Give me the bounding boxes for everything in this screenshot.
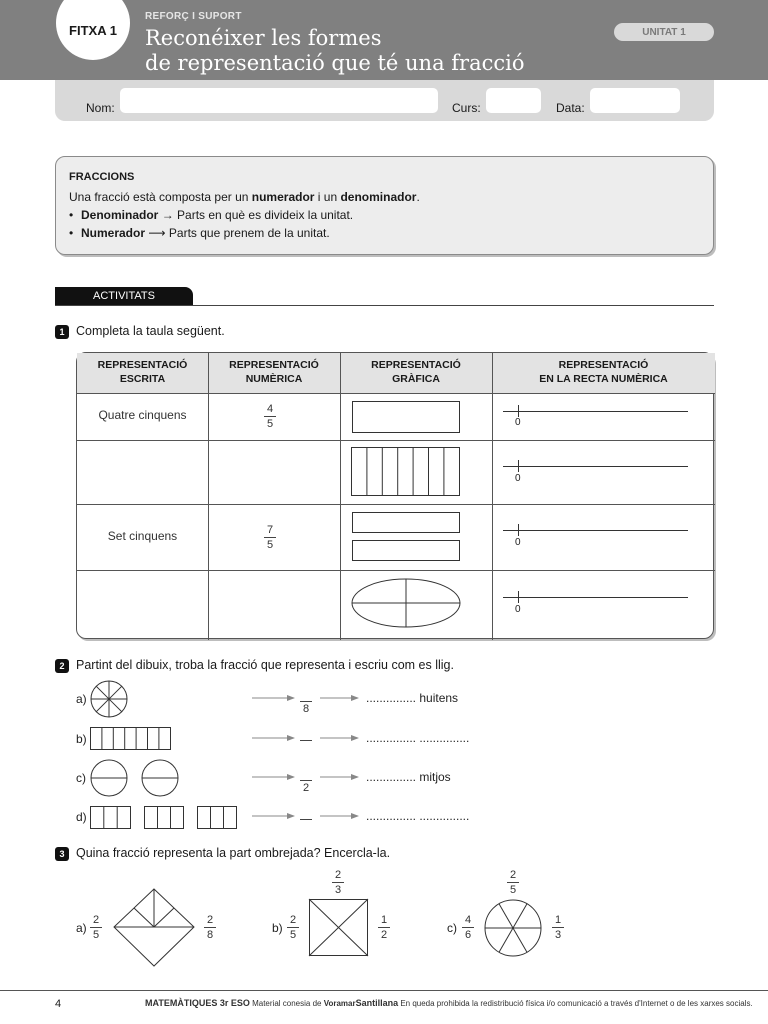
question-3-number: 3: [55, 847, 69, 861]
q3a-opt2-num: 2: [206, 914, 214, 926]
question-2-text: Partint del dibuix, troba la fracció que representa i escriu com es llig.: [76, 658, 454, 672]
q3c-opt2-den: 3: [554, 929, 562, 941]
q2c-label: c): [76, 771, 86, 785]
number-line[interactable]: [503, 530, 688, 531]
number-line[interactable]: [503, 597, 688, 598]
footer-post: En queda prohibida la redistribució física i/o comunicació a través d'Internet o de les xarxes socials.: [400, 999, 753, 1008]
number-line[interactable]: [503, 466, 688, 467]
col-divider: [340, 353, 341, 640]
header-numeric: [208, 358, 340, 386]
den-text: Parts en què es divideix la unitat.: [177, 208, 354, 222]
num-text: Parts que prenem de la unitat.: [168, 226, 330, 240]
header-graphic: [340, 358, 492, 386]
date-field[interactable]: [590, 88, 680, 113]
row3-written[interactable]: Set cinquens: [107, 529, 178, 543]
q2a-circle-8: [90, 680, 130, 718]
row3-denominator: 5: [266, 539, 274, 551]
row2-fraction[interactable]: [208, 441, 340, 504]
row-divider: [77, 393, 715, 394]
zero-tick: [518, 460, 519, 472]
course-label: Curs:: [452, 101, 481, 115]
footer-text: [145, 998, 753, 1008]
q2b-fraction[interactable]: [300, 727, 312, 742]
footer-publisher-a: Voramar: [323, 999, 356, 1008]
q3b-opt2-num: 1: [380, 914, 388, 926]
zero-label: 0: [515, 537, 521, 548]
question-1-text: Completa la taula següent.: [76, 324, 225, 338]
q3c-top-den: 5: [509, 884, 517, 896]
q3c-opt2-num: 1: [554, 914, 562, 926]
question-1-number: 1: [55, 325, 69, 339]
q3a-shape: [112, 888, 196, 968]
q2b-answer[interactable]: ............... ...............: [366, 731, 470, 745]
header-graphic-l1: REPRESENTACIÓ: [371, 359, 461, 371]
row4-written[interactable]: [77, 571, 208, 640]
q3c-circle-6: [484, 899, 542, 957]
q3b-label: b): [272, 921, 283, 935]
zero-label: 0: [515, 473, 521, 484]
course-field[interactable]: [486, 88, 541, 113]
q3a-opt1-den: 5: [92, 929, 100, 941]
title-line-1: Reconéixer les formes: [145, 26, 382, 50]
q2c-answer[interactable]: ............... mitjos: [366, 770, 451, 784]
q2d-rects-3: [90, 806, 240, 830]
info-intro: [69, 188, 700, 206]
q2a-answer[interactable]: ............... huitens: [366, 691, 459, 705]
q2d-fraction[interactable]: [300, 806, 312, 821]
info-intro-c: i un: [314, 190, 341, 204]
footer-pre: Material conesia de: [252, 999, 322, 1008]
page-number: 4: [55, 998, 62, 1010]
fitxa-badge: FITXA 1: [56, 0, 130, 60]
unit-badge: UNITAT 1: [614, 23, 714, 41]
q3c-label: c): [447, 921, 457, 935]
header-written: [77, 358, 208, 386]
header-numberline: [492, 358, 715, 386]
info-intro-d: denominador: [340, 190, 417, 204]
page-title: [145, 26, 524, 76]
row1-denominator: 5: [266, 418, 274, 430]
q3a-option-1[interactable]: [90, 914, 102, 941]
q3b-option-top[interactable]: [332, 869, 344, 896]
header-written-l2: ESCRITA: [119, 373, 166, 385]
q3b-option-2[interactable]: [378, 914, 390, 941]
fractions-info-box: [55, 156, 714, 255]
q3b-opt2-den: 2: [380, 929, 388, 941]
numerator-definition: [69, 224, 700, 242]
fractions-table: [76, 352, 714, 639]
row2-graphic-rect7: [351, 447, 461, 497]
date-label: Data:: [556, 101, 585, 115]
row-divider: [77, 504, 715, 505]
q2c-fraction[interactable]: [300, 767, 312, 794]
footer-publisher-b: Santillana: [355, 998, 399, 1008]
num-term: Numerador: [81, 226, 146, 240]
kicker: REFORÇ I SUPORT: [145, 11, 242, 22]
q3c-option-2[interactable]: [552, 914, 564, 941]
row1-graphic-rect[interactable]: [352, 401, 460, 433]
header-numberline-l2: EN LA RECTA NUMÈRICA: [539, 373, 668, 385]
row3-graphic-rect-b[interactable]: [352, 540, 460, 561]
number-line[interactable]: [503, 411, 688, 412]
q2d-answer[interactable]: ............... ...............: [366, 809, 470, 823]
row3-fraction[interactable]: [264, 524, 276, 551]
activities-divider: [55, 305, 714, 306]
q3c-option-1[interactable]: [462, 914, 474, 941]
q2a-fraction[interactable]: [300, 688, 312, 715]
header-numberline-l1: REPRESENTACIÓ: [558, 359, 649, 371]
name-field[interactable]: [120, 88, 438, 113]
row4-graphic-ellipse: [350, 577, 462, 629]
footer-divider: [0, 990, 768, 991]
info-intro-b: numerador: [251, 190, 315, 204]
denominator-definition: [69, 206, 700, 224]
q3b-top-den: 3: [334, 884, 342, 896]
header-graphic-l2: GRÀFICA: [392, 373, 440, 385]
zero-label: 0: [515, 604, 521, 615]
zero-label: 0: [515, 417, 521, 428]
q3a-option-2[interactable]: [204, 914, 216, 941]
q3b-opt1-num: 2: [289, 914, 297, 926]
q2b-rect-7: [90, 727, 172, 751]
zero-tick: [518, 524, 519, 536]
q3c-opt1-num: 4: [464, 914, 472, 926]
header-written-l1: REPRESENTACIÓ: [97, 359, 188, 371]
q2d-label: d): [76, 810, 87, 824]
zero-tick: [518, 405, 519, 417]
zero-tick: [518, 591, 519, 603]
title-line-2: de representació que té una fracció: [145, 51, 525, 75]
row4-fraction[interactable]: [208, 571, 340, 640]
q3a-opt2-den: 8: [206, 929, 214, 941]
row1-fraction[interactable]: [264, 403, 276, 430]
col-divider: [492, 353, 493, 640]
q3c-top-num: 2: [509, 869, 517, 881]
den-term: Denominador: [81, 208, 159, 222]
info-heading: FRACCIONS: [69, 171, 135, 183]
row3-graphic-rect-a[interactable]: [352, 512, 460, 533]
q3b-square: [309, 899, 369, 957]
q3b-top-num: 2: [334, 869, 342, 881]
activities-tab: ACTIVITATS: [55, 287, 193, 305]
q2a-label: a): [76, 692, 87, 706]
row2-written[interactable]: [77, 441, 208, 504]
q3a-opt1-num: 2: [92, 914, 100, 926]
q3b-option-1[interactable]: [287, 914, 299, 941]
row1-numerator: 4: [266, 403, 274, 415]
q2b-label: b): [76, 732, 87, 746]
info-intro-a: Una fracció està composta per un: [69, 190, 252, 204]
q3b-opt1-den: 5: [289, 929, 297, 941]
q2c-circles-halves: [90, 759, 182, 797]
q2a-denominator: 8: [302, 703, 310, 715]
question-2-number: 2: [55, 659, 69, 673]
footer-book: MATEMÀTIQUES 3r ESO: [145, 998, 250, 1008]
q3c-opt1-den: 6: [464, 929, 472, 941]
arrow-right-icon: →: [161, 208, 174, 222]
long-arrow-right-icon: ⟶: [148, 226, 166, 240]
q3a-label: a): [76, 921, 87, 935]
header-numeric-l2: NUMÈRICA: [245, 373, 303, 385]
info-intro-e: .: [416, 190, 420, 204]
row1-written[interactable]: Quatre cinquens: [98, 408, 187, 422]
name-label: Nom:: [86, 101, 115, 115]
q3c-option-top[interactable]: [507, 869, 519, 896]
row3-numerator: 7: [266, 524, 274, 536]
header-numeric-l1: REPRESENTACIÓ: [229, 359, 319, 371]
question-3-text: Quina fracció representa la part ombrejada? Encercla-la.: [76, 846, 391, 860]
q2c-denominator: 2: [302, 782, 310, 794]
